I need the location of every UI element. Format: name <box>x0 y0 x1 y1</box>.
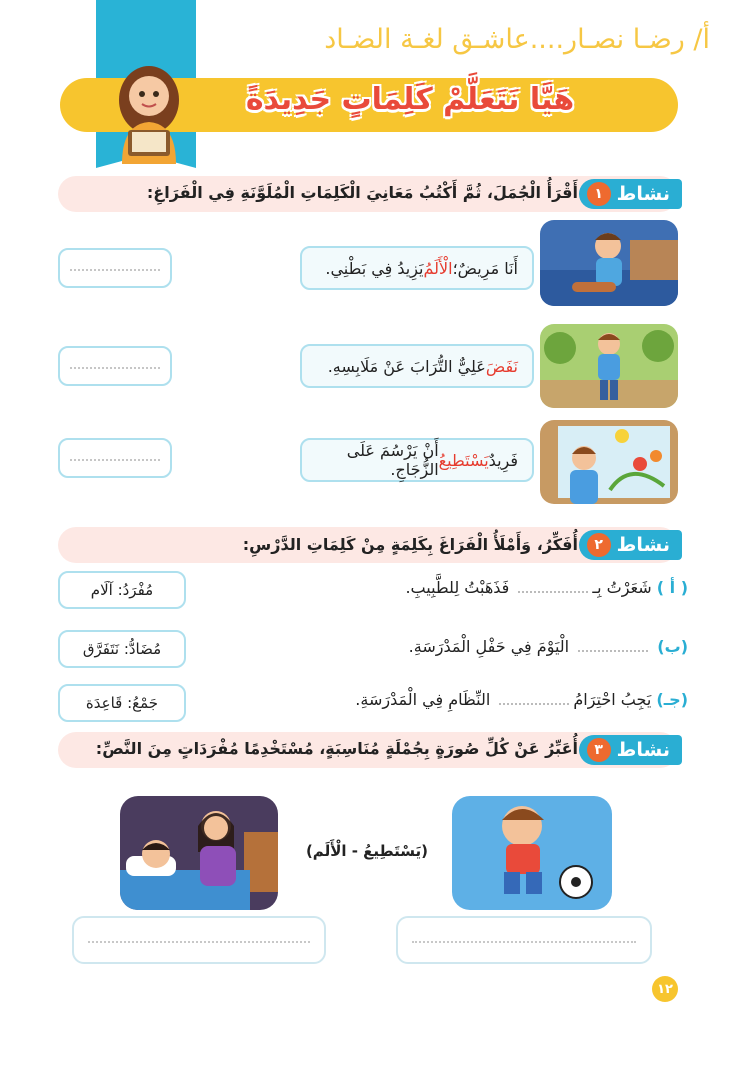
activity2-hint-b: مُضَادُّ: نَتَفَرَّق <box>58 630 186 668</box>
activity3-answer-left[interactable] <box>72 916 326 964</box>
activity2-tag <box>579 530 682 560</box>
sentence1-colored-word: الْأَلَمُ <box>423 258 453 278</box>
activity2-tag-label: نشاط <box>616 534 670 556</box>
activity2-instruction: أُفَكِّرُ، وَأَمْلَأُ الْفَرَاغَ بِكَلِمَةٍ مِنْ كَلِمَاتِ الدَّرْسِ: <box>242 535 578 554</box>
activity2-row-b <box>248 637 688 656</box>
row-a-part2: فَذَهَبْتُ لِلطَّبِيبِ. <box>405 578 510 597</box>
activity1-answer-2[interactable] <box>58 346 172 386</box>
row-c-blank[interactable] <box>499 703 569 705</box>
sentence1-before: أَنَا مَرِيضٌ؛ <box>452 258 518 278</box>
row-c-label: (جـ) <box>656 690 688 709</box>
activity3-number: ٣ <box>587 738 611 762</box>
row-a-label: ( أ ) <box>656 578 688 597</box>
activity3-word-bank: (يَسْتَطِيعُ - الْأَلَم) <box>305 842 429 860</box>
row-b-blank[interactable] <box>578 650 648 652</box>
activity1-sentence-3 <box>300 438 534 482</box>
activity2-number: ٢ <box>587 533 611 557</box>
sentence1-after: يَزِيدُ فِي بَطْنِي. <box>325 258 424 278</box>
activity2-row-c <box>248 690 688 709</box>
reading-girl-illustration <box>108 60 190 164</box>
row-b-part2: الْيَوْمَ فِي حَفْلِ الْمَدْرَسَةِ. <box>408 637 570 656</box>
sentence3-before: فَرِيدٌ <box>488 450 518 470</box>
activity3-answer-right[interactable] <box>396 916 652 964</box>
activity1-sentence-2 <box>300 344 534 388</box>
page-number: ١٢ <box>652 976 678 1002</box>
sentence3-after: أَنْ يَرْسُمَ عَلَى الزُّجَاجِ. <box>346 441 439 479</box>
row-c-part2: النِّظَامِ فِي الْمَدْرَسَةِ. <box>355 690 491 709</box>
row-b-label: (ب) <box>657 637 688 656</box>
activity1-number: ١ <box>587 182 611 206</box>
activity1-tag <box>579 179 682 209</box>
row-c-part1: يَجِبُ احْتِرَامُ <box>573 690 652 709</box>
boy-dusting-clothes-image <box>540 324 678 408</box>
page-title: هَيَّا نَتَعَلَّمْ كَلِمَاتٍ جَدِيدَةً <box>245 82 575 117</box>
sentence3-colored-word: يَسْتَطِيعُ <box>438 450 489 470</box>
row-a-part1: شَعَرْتُ بِـ <box>592 578 652 597</box>
activity3-instruction: أُعَبِّرُ عَنْ كُلِّ صُورَةٍ بِجُمْلَةٍ مُنَاسِبَةٍ، مُسْتَخْدِمًا مُفْرَدَاتٍ مِنَ النَّصِّ: <box>95 739 578 758</box>
activity1-answer-1[interactable] <box>58 248 172 288</box>
boy-drawing-on-glass-image <box>540 420 678 504</box>
activity3-tag-label: نشاط <box>616 739 670 761</box>
boy-playing-football-image <box>452 796 612 910</box>
sick-child-with-mother-image <box>120 796 278 910</box>
activity1-tag-label: نشاط <box>616 183 670 205</box>
activity1-answer-3[interactable] <box>58 438 172 478</box>
activity3-tag <box>579 735 682 765</box>
activity1-instruction: أَقْرَأُ الْجُمَلَ، ثُمَّ أَكْتُبُ مَعَانِيَ الْكَلِمَاتِ الْمُلَوَّنَةِ فِي الْفَرَاغِ: <box>146 183 578 202</box>
activity2-hint-c: جَمْعُ: قَاعِدَة <box>58 684 186 722</box>
sick-boy-image <box>540 220 678 306</box>
activity2-row-a <box>248 578 688 597</box>
sentence2-colored-word: نَفَضَ <box>485 356 518 376</box>
row-a-blank[interactable] <box>518 591 588 593</box>
sentence2-after: عَلِيٌّ التُّرَابَ عَنْ مَلَابِسِهِ. <box>327 356 486 376</box>
activity1-sentence-1 <box>300 246 534 290</box>
activity2-hint-a: مُفْرَدُ: آلَام <box>58 571 186 609</box>
author-line: أ/ رضـا نصـار....عاشـق لغـة الضـاد <box>324 24 710 55</box>
